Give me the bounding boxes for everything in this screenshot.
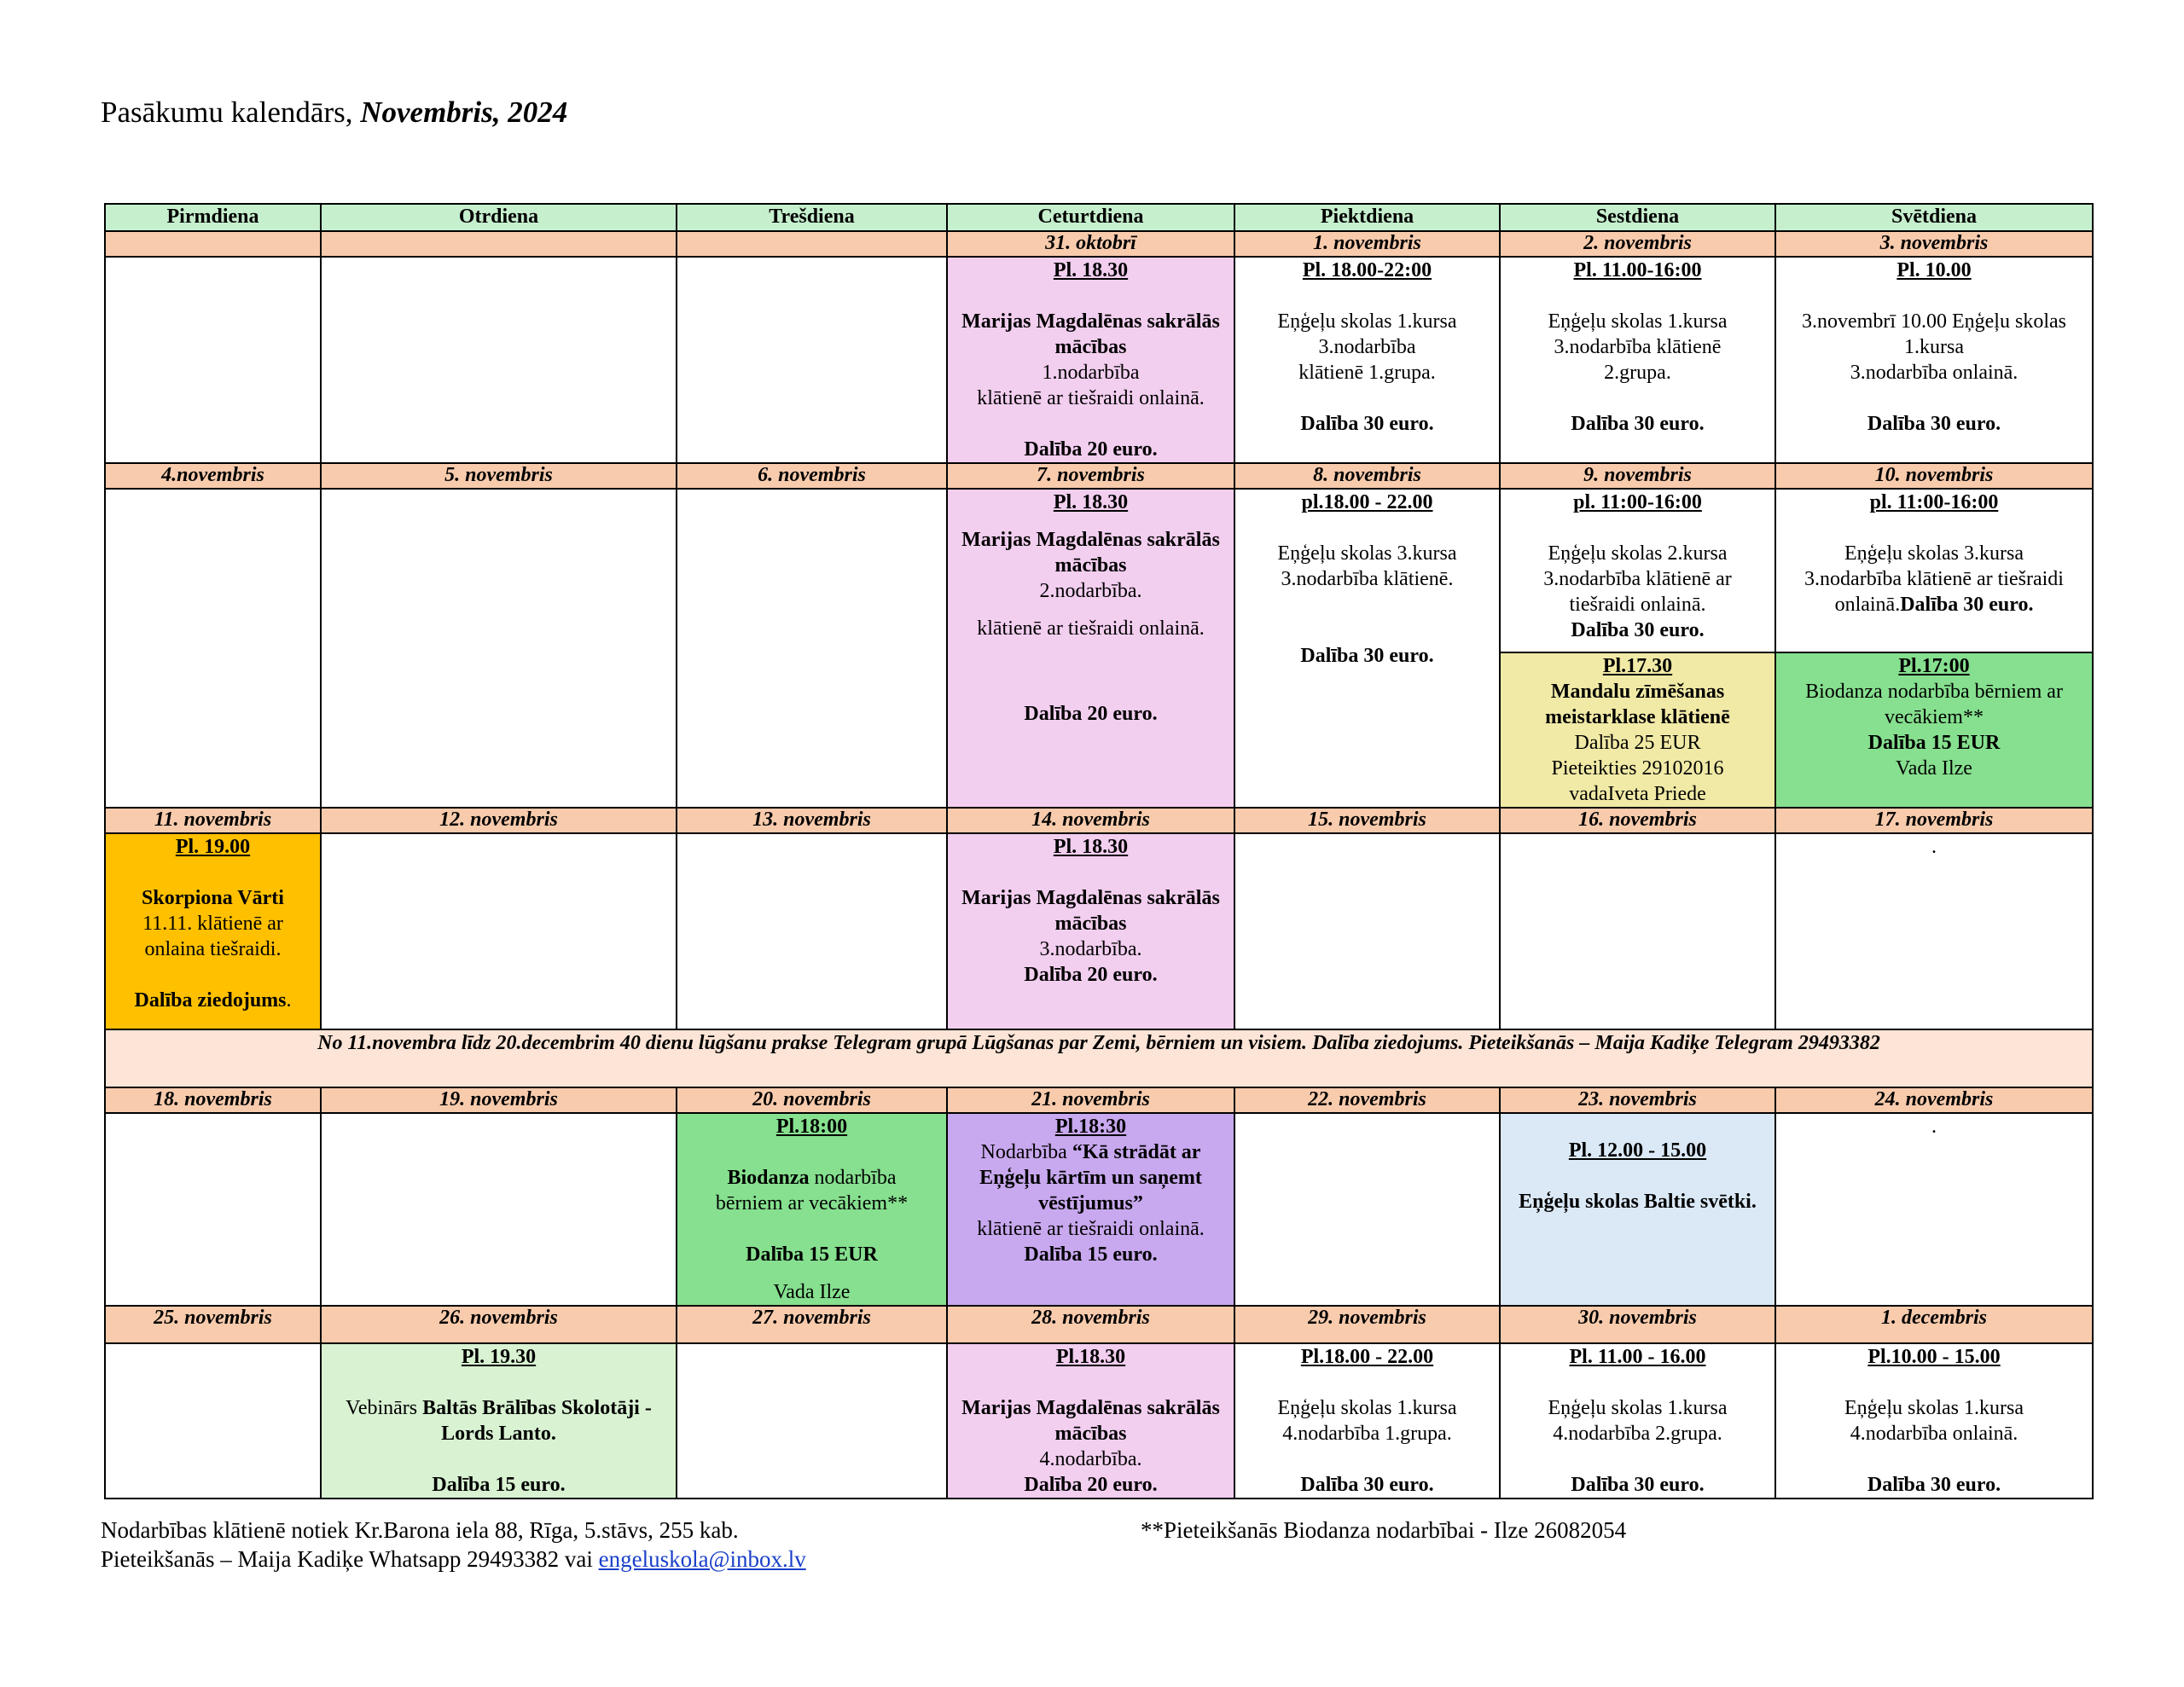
events-row [105, 489, 2093, 652]
event-webinar [321, 1343, 677, 1499]
event-name: Marijas Magdalēnas sakrālās mācības [961, 529, 1220, 577]
date-cell: 29. novembris [1234, 1306, 1500, 1343]
event-price: Dalība 30 euro. [1571, 413, 1705, 435]
date-cell: 12. novembris [321, 808, 677, 833]
event-time: pl. 11:00-16:00 [1573, 491, 1702, 513]
event-price: Dalība 30 euro. [1571, 619, 1705, 641]
event-line: klātienē ar tiešraidi onlainā. [977, 387, 1205, 409]
event-price: Dalība 30 euro. [1867, 413, 2001, 435]
empty-day [1500, 833, 1775, 1029]
event-magdalena-4 [947, 1343, 1234, 1499]
event-time: Pl. 11.00-16:00 [1573, 259, 1702, 281]
date-row [105, 1087, 2093, 1113]
event-line: Eņģeļu skolas 3.kursa [1844, 542, 2024, 565]
banner-row [105, 1029, 2093, 1087]
event-time: Pl. 18.30 [1053, 491, 1129, 513]
event-angel-cards [947, 1113, 1234, 1306]
event-price: Dalība 20 euro. [1024, 964, 1158, 986]
event-line: vecākiem** [1885, 706, 1984, 728]
footer-biodanza-note: **Pieteikšanās Biodanza nodarbībai - Ilze 26082054 [1141, 1517, 1627, 1543]
event-line: 1.kursa [1904, 336, 1964, 358]
event-name: Marijas Magdalēnas sakrālās mācības [961, 887, 1220, 935]
event-time: Pl.17.30 [1602, 655, 1673, 677]
empty-day [321, 1113, 677, 1306]
event-price: Dalība 15 euro. [1024, 1244, 1158, 1266]
date-cell: 27. novembris [677, 1306, 947, 1343]
date-cell: 16. novembris [1500, 808, 1775, 833]
event-lead: Vada Ilze [1896, 757, 1972, 780]
event-angels-2-sat [1500, 489, 1775, 652]
event-line: 2.nodarbība. [1039, 580, 1142, 602]
event-line: Eņģeļu skolas 1.kursa [1548, 1397, 1728, 1419]
event-scorpio-gate [105, 833, 321, 1029]
title-prefix: Pasākumu kalendārs, [101, 96, 353, 129]
event-price: Dalība 20 euro. [1024, 1474, 1158, 1496]
event-price: Dalība 30 euro. [1300, 413, 1434, 435]
date-cell: 3. novembris [1775, 231, 2093, 257]
prayer-banner: No 11.novembra līdz 20.decembrim 40 dienu lūgšanu prakse Telegram grupā Lūgšanas par Zemi, bērniem un visiem. Dalība ziedojums. Pieteikšanās – Maija Kadiķe Telegram 29493382 [105, 1029, 2093, 1087]
event-line: 3.nodarbība onlainā. [1850, 362, 2018, 384]
event-angels-4-sat [1500, 1343, 1775, 1499]
email-link[interactable]: engeluskola@inbox.lv [598, 1546, 806, 1572]
footer-signup [101, 1545, 806, 1574]
event-name: “Kā strādāt ar Eņģeļu kārtīm un saņemt vēstījumus” [979, 1141, 1202, 1215]
event-time: pl. 11:00-16:00 [1869, 491, 1999, 513]
date-cell: 15. novembris [1234, 808, 1500, 833]
event-name: Skorpiona Vārti [142, 887, 284, 909]
dot-mark: . [1931, 1116, 1937, 1138]
event-line: 3.nodarbība [1318, 336, 1416, 358]
event-magdalena-1 [947, 257, 1234, 463]
event-angels-1-fri [1234, 257, 1500, 463]
date-cell: 30. novembris [1500, 1306, 1775, 1343]
event-name: Eņģeļu skolas Baltie svētki. [1519, 1191, 1757, 1213]
weekday-header: Pirmdiena [105, 204, 321, 231]
events-row [105, 1113, 2093, 1306]
event-time: Pl.18:00 [775, 1116, 848, 1138]
event-lead: vadaIveta Priede [1569, 783, 1706, 805]
event-time: Pl.18.00 - 22.00 [1300, 1346, 1434, 1368]
event-price-wrap: Dalība ziedojums. [134, 989, 292, 1012]
event-price: Dalība 15 euro. [432, 1474, 566, 1496]
event-time: Pl. 11.00 - 16.00 [1569, 1346, 1706, 1368]
date-row [105, 808, 2093, 833]
event-line: 1.nodarbība [1042, 362, 1140, 384]
event-angels-1-sun [1775, 257, 2093, 463]
event-line: 3.nodarbība klātienē ar [1543, 568, 1732, 590]
event-price: Dalība ziedojums [134, 989, 287, 1012]
empty-day [321, 833, 677, 1029]
event-name: Marijas Magdalēnas sakrālās mācības [961, 310, 1220, 358]
event-time: Pl. 18.00-22:00 [1302, 259, 1432, 281]
date-cell: 26. novembris [321, 1306, 677, 1343]
date-row [105, 1306, 2093, 1343]
title-month: Novembris, 2024 [360, 96, 568, 129]
date-cell [105, 231, 321, 257]
event-price: Dalība 25 EUR [1574, 732, 1701, 754]
event-time: Pl.17:00 [1898, 655, 1970, 677]
event-line: 2.grupa. [1604, 362, 1671, 384]
event-line: 3.nodarbība. [1039, 938, 1142, 960]
event-line: Eņģeļu skolas 2.kursa [1548, 542, 1728, 565]
event-line: onlaina tiešraidi. [144, 938, 282, 960]
date-cell: 13. novembris [677, 808, 947, 833]
event-line: 4.nodarbība. [1039, 1448, 1142, 1470]
date-cell: 4.novembris [105, 463, 321, 489]
date-cell: 10. novembris [1775, 463, 2093, 489]
event-mandala [1500, 652, 1775, 808]
date-cell: 18. novembris [105, 1087, 321, 1113]
calendar-table [104, 203, 2094, 1499]
events-row [105, 257, 2093, 463]
event-title-line: Nodarbība “Kā strādāt ar Eņģeļu kārtīm un saņemt vēstījumus” [979, 1141, 1202, 1215]
event-line: 3.nodarbība klātienē [1554, 336, 1722, 358]
event-price: Dalība 20 euro. [1024, 703, 1158, 725]
date-cell: 5. novembris [321, 463, 677, 489]
event-name: Marijas Magdalēnas sakrālās mācības [961, 1397, 1220, 1445]
date-cell: 14. novembris [947, 808, 1234, 833]
weekday-header: Ceturtdiena [947, 204, 1234, 231]
event-angels-3-sun [1775, 489, 2093, 652]
event-line: onlainā.Dalība 30 euro. [1834, 594, 2034, 616]
event-line: Eņģeļu skolas 3.kursa [1277, 542, 1457, 565]
empty-day [677, 833, 947, 1029]
event-line: klātienē ar tiešraidi onlainā. [977, 1218, 1205, 1240]
event-time: Pl. 19.00 [175, 836, 251, 858]
event-angels-4-fri [1234, 1343, 1500, 1499]
event-line: 11.11. klātienē ar [142, 913, 283, 935]
event-name: Mandalu zīmēšanas meistarklase klātienē [1545, 681, 1730, 728]
event-time: Pl.18:30 [1054, 1116, 1127, 1138]
weekday-header-row [105, 204, 2093, 231]
empty-day [1234, 833, 1500, 1029]
weekday-header: Piektdiena [1234, 204, 1500, 231]
event-line: 4.nodarbība onlainā. [1850, 1423, 2018, 1445]
date-cell: 23. novembris [1500, 1087, 1775, 1113]
date-cell: 20. novembris [677, 1087, 947, 1113]
empty-day [321, 489, 677, 808]
event-magdalena-2 [947, 489, 1234, 808]
date-cell: 17. novembris [1775, 808, 2093, 833]
event-line: Eņģeļu skolas 1.kursa [1277, 310, 1457, 333]
weekday-header: Svētdiena [1775, 204, 2093, 231]
event-price: Dalība 30 euro. [1900, 594, 2034, 616]
event-magdalena-3 [947, 833, 1234, 1029]
empty-day [105, 1343, 321, 1499]
event-title-line: Vebinārs Baltās Brālības Skolotāji - Lords Lanto. [346, 1397, 652, 1445]
event-line: Eņģeļu skolas 1.kursa [1277, 1397, 1457, 1419]
weekday-header: Trešdiena [677, 204, 947, 231]
event-biodanza-1 [1775, 652, 2093, 808]
event-line: Eņģeļu skolas 1.kursa [1844, 1397, 2024, 1419]
empty-day [1775, 833, 2093, 1029]
footer-location: Nodarbības klātienē notiek Kr.Barona iela 88, Rīga, 5.stāvs, 255 kab. [101, 1517, 739, 1543]
empty-day [105, 489, 321, 808]
empty-day [1234, 1113, 1500, 1306]
event-time: Pl. 18.30 [1053, 836, 1129, 858]
event-time: Pl.10.00 - 15.00 [1867, 1346, 2001, 1368]
event-lead: Vada Ilze [773, 1281, 851, 1303]
event-white-celebration [1500, 1113, 1775, 1306]
date-cell: 8. novembris [1234, 463, 1500, 489]
empty-day [105, 257, 321, 463]
event-line: klātienē 1.grupa. [1298, 362, 1436, 384]
event-time: pl.18.00 - 22.00 [1301, 491, 1433, 513]
date-cell [677, 231, 947, 257]
empty-day [1775, 1113, 2093, 1306]
date-cell: 19. novembris [321, 1087, 677, 1113]
date-cell: 28. novembris [947, 1306, 1234, 1343]
empty-day [677, 1343, 947, 1499]
page-title [101, 96, 567, 130]
events-row [105, 833, 2093, 1029]
date-cell: 1. novembris [1234, 231, 1500, 257]
event-price: Dalība 15 EUR [1867, 732, 2001, 754]
date-cell: 21. novembris [947, 1087, 1234, 1113]
event-line: 3.novembrī 10.00 Eņģeļu skolas [1802, 310, 2066, 333]
event-price: Dalība 30 euro. [1571, 1474, 1705, 1496]
date-cell: 31. oktobrī [947, 231, 1234, 257]
date-row [105, 463, 2093, 489]
date-cell: 24. novembris [1775, 1087, 2093, 1113]
event-line: bērniem ar vecākiem** [715, 1192, 909, 1215]
event-price: Dalība 15 EUR [746, 1244, 878, 1266]
event-price: Dalība 30 euro. [1300, 645, 1434, 667]
event-time: Pl. 10.00 [1896, 259, 1972, 281]
date-cell: 9. novembris [1500, 463, 1775, 489]
weekday-header: Sestdiena [1500, 204, 1775, 231]
date-cell: 1. decembris [1775, 1306, 2093, 1343]
event-time: Pl. 12.00 - 15.00 [1568, 1139, 1707, 1162]
event-line: Eņģeļu skolas 1.kursa [1548, 310, 1728, 333]
empty-day [105, 1113, 321, 1306]
empty-day [677, 257, 947, 463]
event-line: 4.nodarbība 2.grupa. [1553, 1423, 1722, 1445]
event-name: Baltās Brālības Skolotāji - Lords Lanto. [422, 1397, 652, 1445]
date-cell: 6. novembris [677, 463, 947, 489]
date-cell: 25. novembris [105, 1306, 321, 1343]
weekday-header: Otrdiena [321, 204, 677, 231]
date-cell: 11. novembris [105, 808, 321, 833]
event-time: Pl. 19.30 [461, 1346, 537, 1368]
empty-day [321, 257, 677, 463]
empty-day [677, 489, 947, 808]
event-price: Dalība 30 euro. [1300, 1474, 1434, 1496]
events-row [105, 1343, 2093, 1499]
event-price: Dalība 20 euro. [1024, 438, 1158, 461]
event-angels-3-fri [1234, 489, 1500, 808]
event-price: Dalība 30 euro. [1867, 1474, 2001, 1496]
event-line: 4.nodarbība 1.grupa. [1282, 1423, 1452, 1445]
date-cell: 22. novembris [1234, 1087, 1500, 1113]
event-line: tiešraidi onlainā. [1569, 594, 1706, 616]
footer-signup-text: Pieteikšanās – Maija Kadiķe Whatsapp 29493382 vai [101, 1546, 593, 1572]
date-cell [321, 231, 677, 257]
event-biodanza-2 [677, 1113, 947, 1306]
event-name: Biodanza [727, 1167, 810, 1189]
date-cell: 7. novembris [947, 463, 1234, 489]
event-line: 3.nodarbība klātienē ar tiešraidi [1804, 568, 2064, 590]
event-time: Pl.18.30 [1055, 1346, 1126, 1368]
date-row [105, 231, 2093, 257]
event-time: Pl. 18.30 [1053, 259, 1129, 281]
event-line: Biodanza nodarbība bērniem ar [1805, 681, 2063, 703]
date-cell: 2. novembris [1500, 231, 1775, 257]
event-title-line: Biodanza nodarbība [727, 1167, 897, 1189]
event-angels-4-sun [1775, 1343, 2093, 1499]
event-signup: Pieteikties 29102016 [1551, 757, 1724, 780]
event-line: 3.nodarbība klātienē. [1281, 568, 1454, 590]
event-angels-1-sat [1500, 257, 1775, 463]
event-line: klātienē ar tiešraidi onlainā. [977, 617, 1205, 640]
dot-mark: . [1931, 836, 1937, 858]
